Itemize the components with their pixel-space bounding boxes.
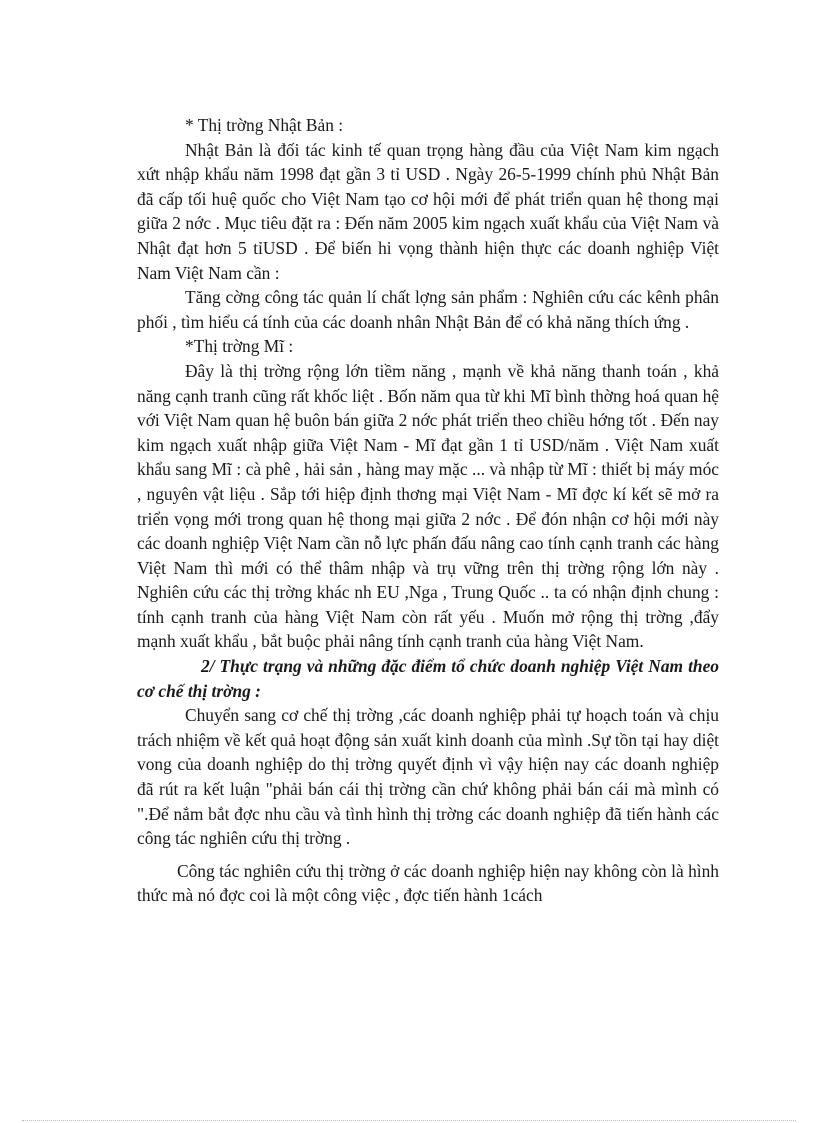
market-research-paragraph: Công tác nghiên cứu thị trờng ở các doanh nghiệp hiện nay không còn là hình thức mà nó đợc coi là một công việc , đợc tiến hành 1cách <box>137 860 719 906</box>
document-body <box>137 113 719 908</box>
section-2-heading: 2/ Thực trạng và những đặc điểm tổ chức doanh nghiệp Việt Nam theo cơ chế thị trờng : <box>137 656 719 701</box>
us-market-heading: *Thị trờng Mĩ : <box>185 336 294 357</box>
us-market-paragraph: Đây là thị trờng rộng lớn tiềm năng , mạnh về khả năng thanh toán , khả năng cạnh tranh cũng rất khốc liệt . Bốn năm qua từ khi Mĩ bình thờng hoá quan hệ với Việt Nam quan hệ buôn bán giữa 2 nớc phát triển theo chiều hớng tốt . Đến nay kim ngạch xuất nhập giữa Việt Nam - Mĩ đạt gần 1 tỉ USD/năm . Việt Nam xuất khẩu sang Mĩ : cà phê , hải sản , hàng may mặc ... và nhập từ Mĩ : thiết bị máy móc , nguyên vật liệu . Sắp tới hiệp định thơng mại Việt Nam - Mĩ đợc kí kết sẽ mở ra triển vọng mới trong quan hệ thong mại giữa 2 nớc . Để đón nhận cơ hội mới này các doanh nghiệp Việt Nam cần nỗ lực phấn đấu nâng cao tính cạnh tranh các hàng Việt Nam thì mới có thể thâm nhập và trụ vững trên thị trờng rộng lớn này . Nghiên cứu các thị trờng khác nh EU ,Nga , Trung Quốc .. ta có nhận định chung : tính cạnh tranh của hàng Việt Nam còn rất yếu . Muốn mở rộng thị trờng ,đẩy mạnh xuất khẩu , bắt buộc phải nâng tính cạnh tranh của hàng Việt Nam. <box>137 360 719 652</box>
japan-market-paragraph: Nhật Bản là đối tác kinh tế quan trọng hàng đầu của Việt Nam kim ngạch xứt nhập khẩu năm 1998 đạt gần 3 tỉ USD . Ngày 26-5-1999 chính phủ Nhật Bản đã cấp tối huệ quốc cho Việt Nam tạo cơ hội mới để phát triển quan hệ thong mại giữa 2 nớc . Mục tiêu đặt ra : Đến năm 2005 kim ngạch xuất khẩu của Việt Nam và Nhật đạt hơn 5 tỉUSD . Để biến hi vọng thành hiện thực các doanh nghiệp Việt Nam Việt Nam cần : <box>137 139 719 283</box>
section-2-paragraph: Chuyển sang cơ chế thị trờng ,các doanh nghiệp phải tự hoạch toán và chịu trách nhiệm về kết quả hoạt động sản xuất kinh doanh của mình .Sự tồn tại hay diệt vong của doanh nghiệp do thị trờng quyết định vì vậy hiện nay các doanh nghiệp đã rút ra kết luận "phải bán cái thị trờng cần chứ không phải bán cái mà mình có ".Để nắm bắt đợc nhu cầu và tình hình thị trờng các doanh nghiệp đã tiến hành các công tác nghiên cứu thị trờng . <box>137 705 719 849</box>
japan-market-heading: * Thị trờng Nhật Bản : <box>185 115 344 135</box>
page-bottom-divider <box>22 1120 796 1121</box>
japan-actions-paragraph: Tăng cờng công tác quản lí chất lợng sản phẩm : Nghiên cứu các kênh phân phối , tìm hiểu cá tính của các doanh nhân Nhật Bản để có khả năng thích ứng . <box>137 287 719 332</box>
